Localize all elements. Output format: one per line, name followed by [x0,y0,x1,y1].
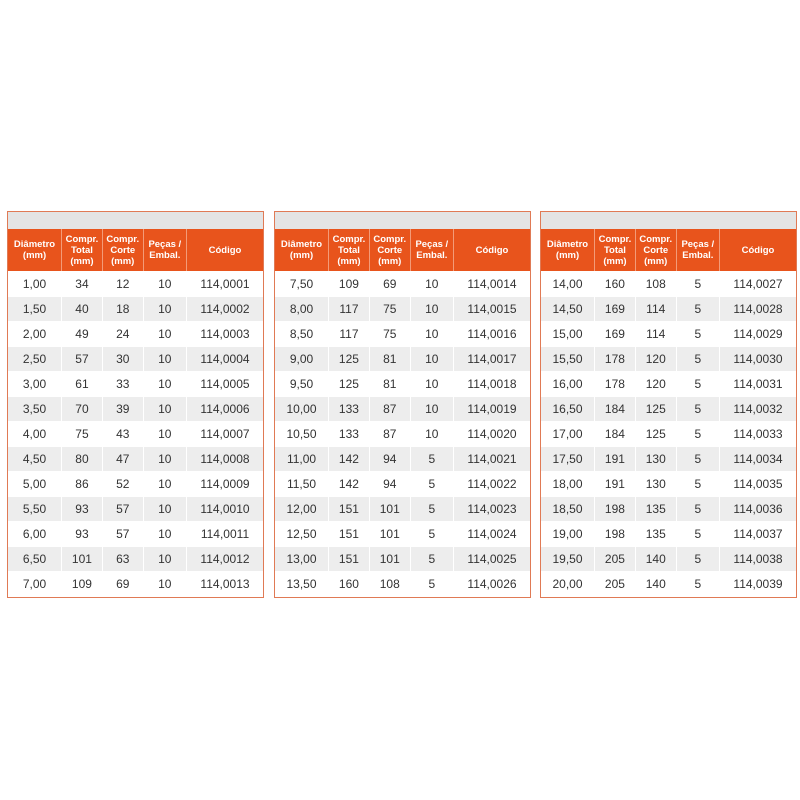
table-row [275,472,530,497]
cell-compr-total: 178 [595,372,636,397]
cell-codigo: 114,0013 [186,572,263,597]
cell-compr-corte: 130 [635,447,676,472]
header-line: (mm) [289,250,314,261]
cell-codigo: 114,0026 [453,572,530,597]
cell-pecas-embal: 5 [676,472,719,497]
cell-compr-corte: 125 [635,422,676,447]
cell-compr-corte: 140 [635,572,676,597]
table-row [541,422,796,447]
cell-compr-total: 117 [329,297,370,322]
cell-codigo: 114,0022 [453,472,530,497]
cell-pecas-embal: 5 [676,372,719,397]
cell-codigo: 114,0030 [719,347,796,372]
cell-diametro: 17,00 [541,422,595,447]
cell-compr-corte: 52 [102,472,143,497]
table-row [8,322,263,347]
header-line: Peças / [148,239,182,250]
cell-compr-corte: 130 [635,472,676,497]
cell-pecas-embal: 10 [143,322,186,347]
cell-compr-corte: 81 [369,372,410,397]
table-row [8,497,263,522]
cell-pecas-embal: 5 [410,547,453,572]
cell-codigo: 114,0005 [186,372,263,397]
header-diametro [8,229,62,272]
cell-pecas-embal: 5 [676,447,719,472]
table-row [275,572,530,597]
header-line: Compr. [373,233,407,245]
table-row [541,272,796,297]
header-line: Corte [643,244,669,256]
cell-codigo: 114,0008 [186,447,263,472]
header-line: Compr. [65,233,99,245]
cell-compr-total: 160 [329,572,370,597]
cell-diametro: 5,50 [8,497,62,522]
header-line: Corte [377,244,403,256]
cell-compr-total: 93 [62,522,103,547]
cell-compr-total: 205 [595,572,636,597]
table-row [8,397,263,422]
cell-diametro: 1,00 [8,272,62,297]
cell-compr-corte: 135 [635,497,676,522]
cell-codigo: 114,0018 [453,372,530,397]
cell-pecas-embal: 10 [143,497,186,522]
cell-codigo: 114,0009 [186,472,263,497]
header-pecas-embal [676,229,719,272]
table-row [541,547,796,572]
cell-pecas-embal: 5 [676,547,719,572]
header-codigo [719,229,796,272]
cell-compr-corte: 87 [369,422,410,447]
cell-compr-corte: 63 [102,547,143,572]
cell-diametro: 4,50 [8,447,62,472]
cell-compr-total: 160 [595,272,636,297]
header-pecas-embal [143,229,186,272]
spec-table [541,229,796,597]
spec-table [275,229,530,597]
table-row [541,322,796,347]
cell-codigo: 114,0027 [719,272,796,297]
cell-diametro: 2,50 [8,347,62,372]
cell-pecas-embal: 5 [410,497,453,522]
header-row [541,229,796,272]
header-diametro [541,229,595,272]
cell-compr-total: 142 [329,472,370,497]
cell-compr-total: 133 [329,397,370,422]
cell-compr-corte: 87 [369,397,410,422]
cell-compr-corte: 69 [102,572,143,597]
cell-diametro: 19,50 [541,547,595,572]
table-row [541,347,796,372]
cell-diametro: 16,00 [541,372,595,397]
cell-compr-corte: 75 [369,297,410,322]
cell-diametro: 20,00 [541,572,595,597]
cell-diametro: 14,50 [541,297,595,322]
header-line: Diâmetro [280,239,323,250]
cell-compr-corte: 57 [102,522,143,547]
cell-pecas-embal: 10 [410,422,453,447]
table-row [541,372,796,397]
cell-codigo: 114,0015 [453,297,530,322]
cell-pecas-embal: 5 [676,347,719,372]
table-row [8,272,263,297]
cell-pecas-embal: 10 [143,272,186,297]
header-line: Código [208,244,242,256]
cell-compr-total: 205 [595,547,636,572]
cell-compr-corte: 94 [369,472,410,497]
cell-codigo: 114,0039 [719,572,796,597]
table-row [8,572,263,597]
panel-top-bar [541,212,796,229]
cell-pecas-embal: 5 [410,522,453,547]
cell-pecas-embal: 10 [143,372,186,397]
cell-compr-total: 125 [329,372,370,397]
cell-pecas-embal: 10 [410,297,453,322]
header-compr-total [595,229,636,272]
cell-pecas-embal: 5 [676,272,719,297]
cell-pecas-embal: 5 [410,447,453,472]
cell-codigo: 114,0006 [186,397,263,422]
cell-diametro: 3,00 [8,372,62,397]
header-line: Diâmetro [546,239,589,250]
cell-diametro: 14,00 [541,272,595,297]
header-line: Corte [110,244,136,256]
cell-compr-total: 80 [62,447,103,472]
cell-diametro: 9,00 [275,347,329,372]
header-line: (mm) [337,255,361,267]
cell-compr-corte: 30 [102,347,143,372]
cell-codigo: 114,0017 [453,347,530,372]
cell-compr-total: 101 [62,547,103,572]
cell-compr-corte: 108 [635,272,676,297]
table-row [275,497,530,522]
header-line: Compr. [332,233,366,245]
cell-pecas-embal: 10 [410,322,453,347]
cell-diametro: 12,50 [275,522,329,547]
cell-codigo: 114,0014 [453,272,530,297]
cell-compr-corte: 114 [635,297,676,322]
cell-compr-total: 125 [329,347,370,372]
header-line: Total [603,244,626,256]
table-row [8,347,263,372]
cell-codigo: 114,0036 [719,497,796,522]
cell-codigo: 114,0029 [719,322,796,347]
cell-pecas-embal: 10 [143,422,186,447]
cell-compr-corte: 94 [369,447,410,472]
cell-pecas-embal: 5 [410,572,453,597]
cell-compr-total: 86 [62,472,103,497]
cell-pecas-embal: 5 [676,397,719,422]
cell-compr-corte: 101 [369,497,410,522]
cell-diametro: 6,50 [8,547,62,572]
cell-compr-corte: 101 [369,522,410,547]
cell-compr-corte: 33 [102,372,143,397]
header-line: Total [337,244,360,256]
header-compr-total [329,229,370,272]
cell-compr-corte: 12 [102,272,143,297]
table-row [541,397,796,422]
table-row [275,447,530,472]
header-line: (mm) [111,255,135,267]
spec-table-panel-3 [540,211,797,598]
cell-compr-total: 109 [329,272,370,297]
cell-codigo: 114,0024 [453,522,530,547]
cell-compr-total: 57 [62,347,103,372]
cell-compr-total: 198 [595,497,636,522]
cell-compr-corte: 114 [635,322,676,347]
header-line: Embal. [149,250,181,261]
cell-pecas-embal: 10 [143,347,186,372]
table-row [8,372,263,397]
cell-diametro: 16,50 [541,397,595,422]
header-line: Diâmetro [13,239,56,250]
cell-codigo: 114,0011 [186,522,263,547]
header-line: (mm) [70,255,94,267]
cell-diametro: 1,50 [8,297,62,322]
header-codigo [453,229,530,272]
cell-compr-total: 49 [62,322,103,347]
cell-compr-total: 70 [62,397,103,422]
header-compr-corte [369,229,410,272]
table-row [8,422,263,447]
table-row [8,297,263,322]
cell-compr-corte: 81 [369,347,410,372]
header-line: Peças / [681,239,715,250]
cell-diametro: 17,50 [541,447,595,472]
cell-pecas-embal: 10 [143,397,186,422]
header-line: Embal. [682,250,714,261]
cell-pecas-embal: 10 [410,272,453,297]
cell-compr-corte: 75 [369,322,410,347]
cell-codigo: 114,0007 [186,422,263,447]
cell-compr-total: 142 [329,447,370,472]
panel-top-bar [275,212,530,229]
table-row [275,522,530,547]
cell-diametro: 13,00 [275,547,329,572]
header-line: (mm) [603,255,627,267]
cell-codigo: 114,0031 [719,372,796,397]
cell-diametro: 5,00 [8,472,62,497]
cell-compr-total: 169 [595,322,636,347]
cell-codigo: 114,0033 [719,422,796,447]
cell-compr-total: 117 [329,322,370,347]
header-compr-total [62,229,103,272]
cell-codigo: 114,0035 [719,472,796,497]
header-compr-corte [102,229,143,272]
cell-diametro: 11,00 [275,447,329,472]
header-line: Peças / [415,239,449,250]
cell-compr-total: 178 [595,347,636,372]
cell-compr-total: 75 [62,422,103,447]
cell-pecas-embal: 5 [676,297,719,322]
header-line: Compr. [106,233,140,245]
spec-table-panel-2 [274,211,531,598]
cell-compr-total: 151 [329,497,370,522]
table-row [275,397,530,422]
cell-pecas-embal: 10 [143,447,186,472]
cell-pecas-embal: 10 [143,572,186,597]
cell-codigo: 114,0021 [453,447,530,472]
cell-compr-corte: 39 [102,397,143,422]
cell-pecas-embal: 10 [410,397,453,422]
table-row [541,472,796,497]
table-row [541,522,796,547]
table-row [541,447,796,472]
panel-top-bar [8,212,263,229]
table-row [275,297,530,322]
spec-table-panel-1 [7,211,264,598]
cell-codigo: 114,0037 [719,522,796,547]
cell-compr-total: 184 [595,422,636,447]
header-row [275,229,530,272]
cell-compr-total: 93 [62,497,103,522]
cell-compr-total: 151 [329,547,370,572]
header-line: (mm) [555,250,580,261]
cell-diametro: 2,00 [8,322,62,347]
cell-codigo: 114,0023 [453,497,530,522]
cell-compr-total: 151 [329,522,370,547]
table-row [541,497,796,522]
cell-diametro: 13,50 [275,572,329,597]
table-row [275,422,530,447]
cell-diametro: 10,50 [275,422,329,447]
table-row [8,522,263,547]
cell-codigo: 114,0025 [453,547,530,572]
cell-codigo: 114,0034 [719,447,796,472]
table-row [8,547,263,572]
cell-diametro: 15,00 [541,322,595,347]
cell-compr-total: 40 [62,297,103,322]
cell-pecas-embal: 5 [410,472,453,497]
cell-compr-corte: 140 [635,547,676,572]
cell-pecas-embal: 5 [676,572,719,597]
cell-pecas-embal: 5 [676,497,719,522]
header-diametro [275,229,329,272]
cell-diametro: 8,50 [275,322,329,347]
cell-diametro: 3,50 [8,397,62,422]
table-row [541,297,796,322]
header-pecas-embal [410,229,453,272]
header-line: (mm) [378,255,402,267]
cell-compr-corte: 43 [102,422,143,447]
cell-diametro: 4,00 [8,422,62,447]
cell-codigo: 114,0038 [719,547,796,572]
cell-pecas-embal: 10 [143,522,186,547]
cell-compr-total: 133 [329,422,370,447]
cell-diametro: 15,50 [541,347,595,372]
table-row [275,372,530,397]
cell-compr-total: 191 [595,472,636,497]
cell-codigo: 114,0019 [453,397,530,422]
cell-compr-corte: 57 [102,497,143,522]
cell-diametro: 19,00 [541,522,595,547]
header-line: Embal. [416,250,448,261]
cell-compr-corte: 24 [102,322,143,347]
cell-compr-corte: 125 [635,397,676,422]
cell-compr-total: 184 [595,397,636,422]
table-row [275,322,530,347]
cell-pecas-embal: 5 [676,522,719,547]
cell-pecas-embal: 5 [676,322,719,347]
cell-pecas-embal: 10 [410,347,453,372]
cell-compr-total: 169 [595,297,636,322]
cell-codigo: 114,0012 [186,547,263,572]
table-row [541,572,796,597]
table-row [8,447,263,472]
cell-pecas-embal: 10 [143,472,186,497]
header-line: Código [475,244,509,256]
cell-compr-corte: 69 [369,272,410,297]
cell-compr-corte: 18 [102,297,143,322]
cell-codigo: 114,0028 [719,297,796,322]
cell-compr-total: 61 [62,372,103,397]
header-codigo [186,229,263,272]
header-line: (mm) [644,255,668,267]
cell-compr-corte: 135 [635,522,676,547]
cell-compr-corte: 108 [369,572,410,597]
cell-codigo: 114,0016 [453,322,530,347]
cell-diametro: 9,50 [275,372,329,397]
cell-diametro: 12,00 [275,497,329,522]
cell-diametro: 7,00 [8,572,62,597]
header-line: Compr. [639,233,673,245]
cell-compr-corte: 120 [635,372,676,397]
cell-pecas-embal: 10 [143,297,186,322]
table-row [275,547,530,572]
cell-compr-total: 191 [595,447,636,472]
header-compr-corte [635,229,676,272]
cell-pecas-embal: 10 [410,372,453,397]
cell-compr-total: 34 [62,272,103,297]
header-line: Código [741,244,775,256]
cell-codigo: 114,0004 [186,347,263,372]
cell-pecas-embal: 10 [143,547,186,572]
cell-diametro: 18,50 [541,497,595,522]
cell-diametro: 18,00 [541,472,595,497]
cell-codigo: 114,0002 [186,297,263,322]
header-line: Total [70,244,93,256]
header-row [8,229,263,272]
table-row [275,347,530,372]
cell-compr-total: 198 [595,522,636,547]
cell-codigo: 114,0010 [186,497,263,522]
cell-diametro: 6,00 [8,522,62,547]
cell-diametro: 7,50 [275,272,329,297]
table-row [8,472,263,497]
header-line: (mm) [22,250,47,261]
cell-compr-total: 109 [62,572,103,597]
table-row [275,272,530,297]
spec-table [8,229,263,597]
header-line: Compr. [598,233,632,245]
cell-diametro: 10,00 [275,397,329,422]
cell-compr-corte: 101 [369,547,410,572]
cell-codigo: 114,0020 [453,422,530,447]
cell-diametro: 8,00 [275,297,329,322]
cell-codigo: 114,0001 [186,272,263,297]
cell-pecas-embal: 5 [676,422,719,447]
cell-diametro: 11,50 [275,472,329,497]
cell-compr-corte: 120 [635,347,676,372]
cell-codigo: 114,0032 [719,397,796,422]
cell-compr-corte: 47 [102,447,143,472]
cell-codigo: 114,0003 [186,322,263,347]
